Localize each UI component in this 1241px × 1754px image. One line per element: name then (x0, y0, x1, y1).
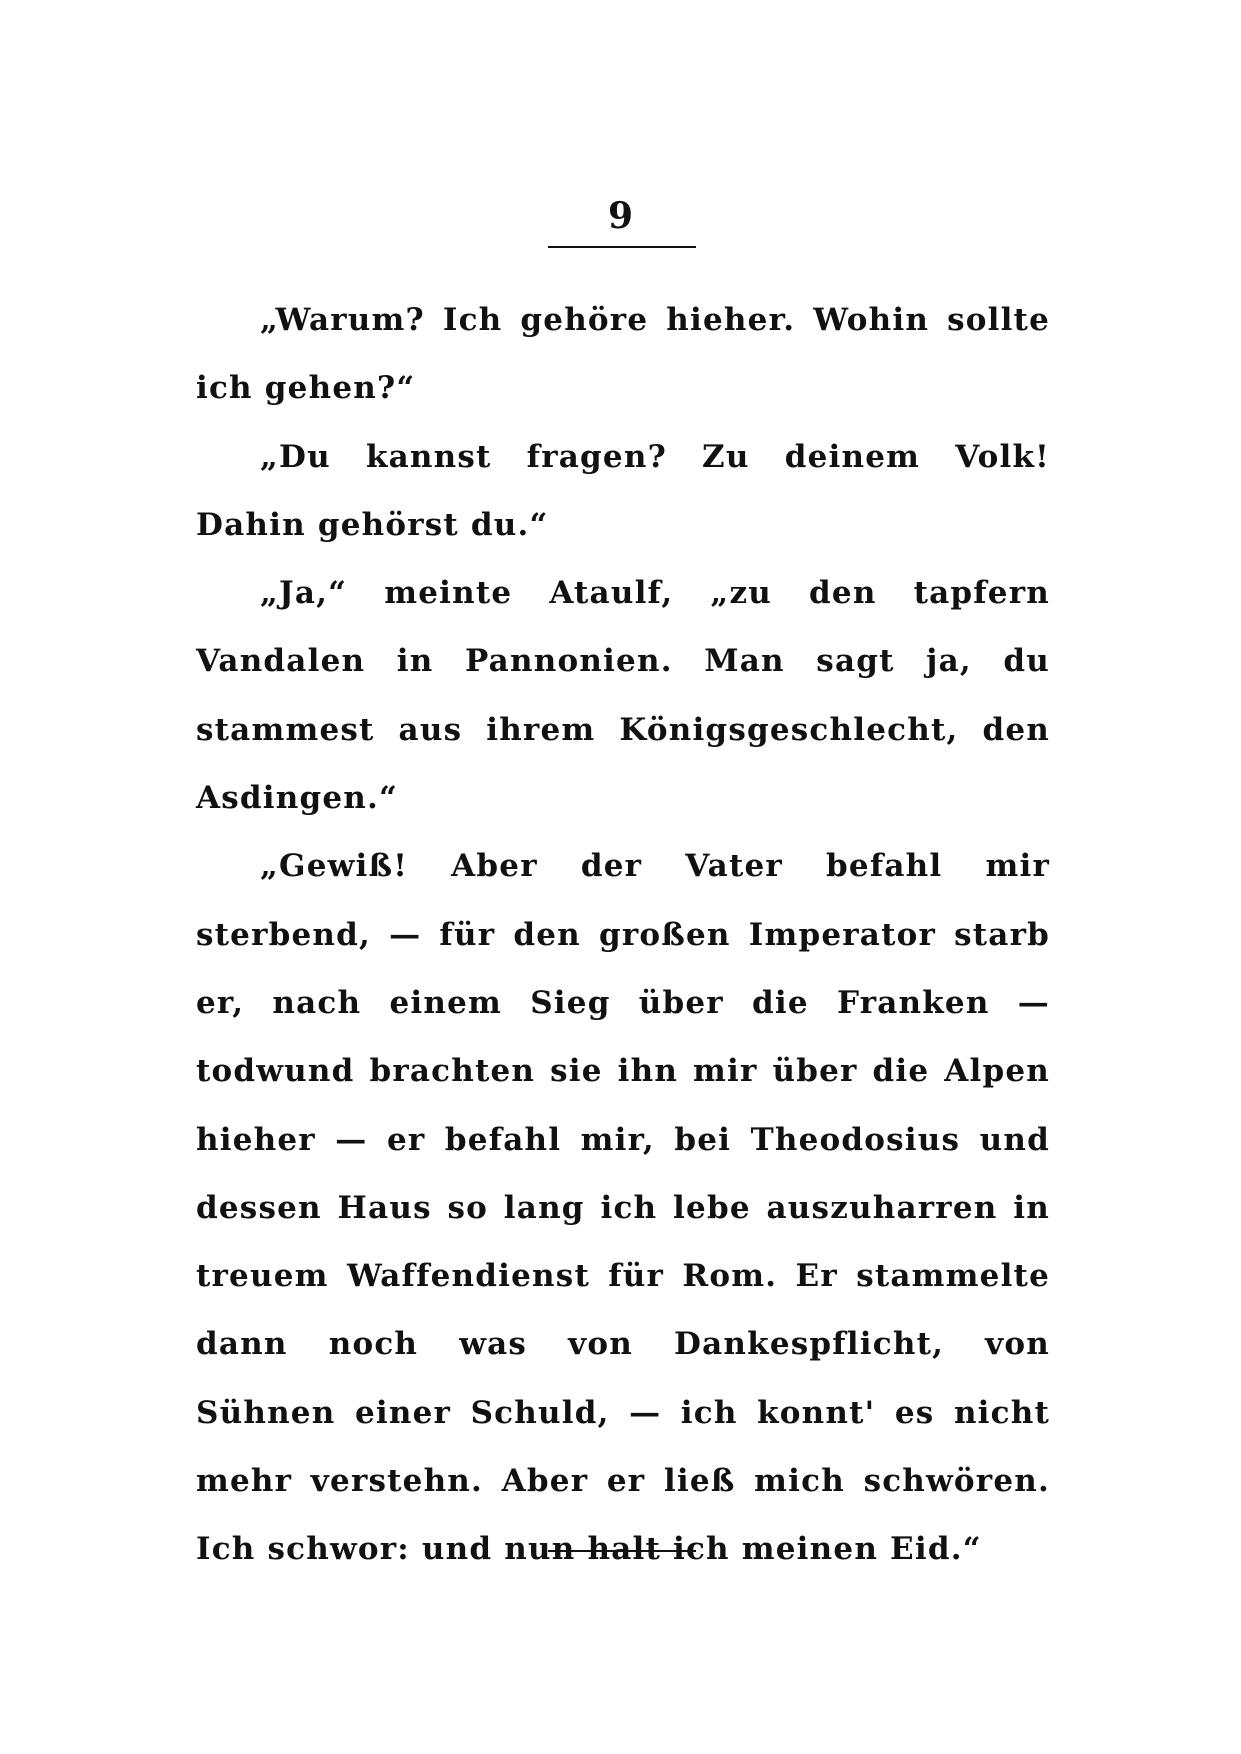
paragraph-3: „Ja,“ meinte Ataulf, „zu den tapfern Vandalen in Pannonien. Man sagt ja, du stammest aus ihrem Königsgeschlecht, den Asdingen.“ (196, 575, 1050, 817)
paragraph-1: „Warum? Ich gehöre hieher. Wohin sollte ich gehen?“ (196, 302, 1050, 407)
body-text (196, 286, 1050, 1584)
page-number: 9 (607, 195, 634, 237)
paragraph-4: „Gewiß! Aber der Vater befahl mir sterbend, — für den großen Imperator starb er, nach einem Sieg über die Franken — todwund brachten sie ihn mir über die Alpen hieher — er befahl mir, bei Theodosius und dessen Haus so lang ich lebe auszuharren in treuem Waffendienst für Rom. Er stammelte dann noch was von Dankespflicht, von Sühnen einer Schuld, — ich konnt' es nicht mehr verstehn. Aber er ließ mich schwören. Ich schwor: und nun halt ich meinen Eid.“ (196, 848, 1050, 1568)
header-rule (548, 246, 696, 248)
footer-rule (548, 1550, 696, 1552)
paragraph-2: „Du kannst fragen? Zu deinem Volk! Dahin gehörst du.“ (196, 438, 1050, 543)
